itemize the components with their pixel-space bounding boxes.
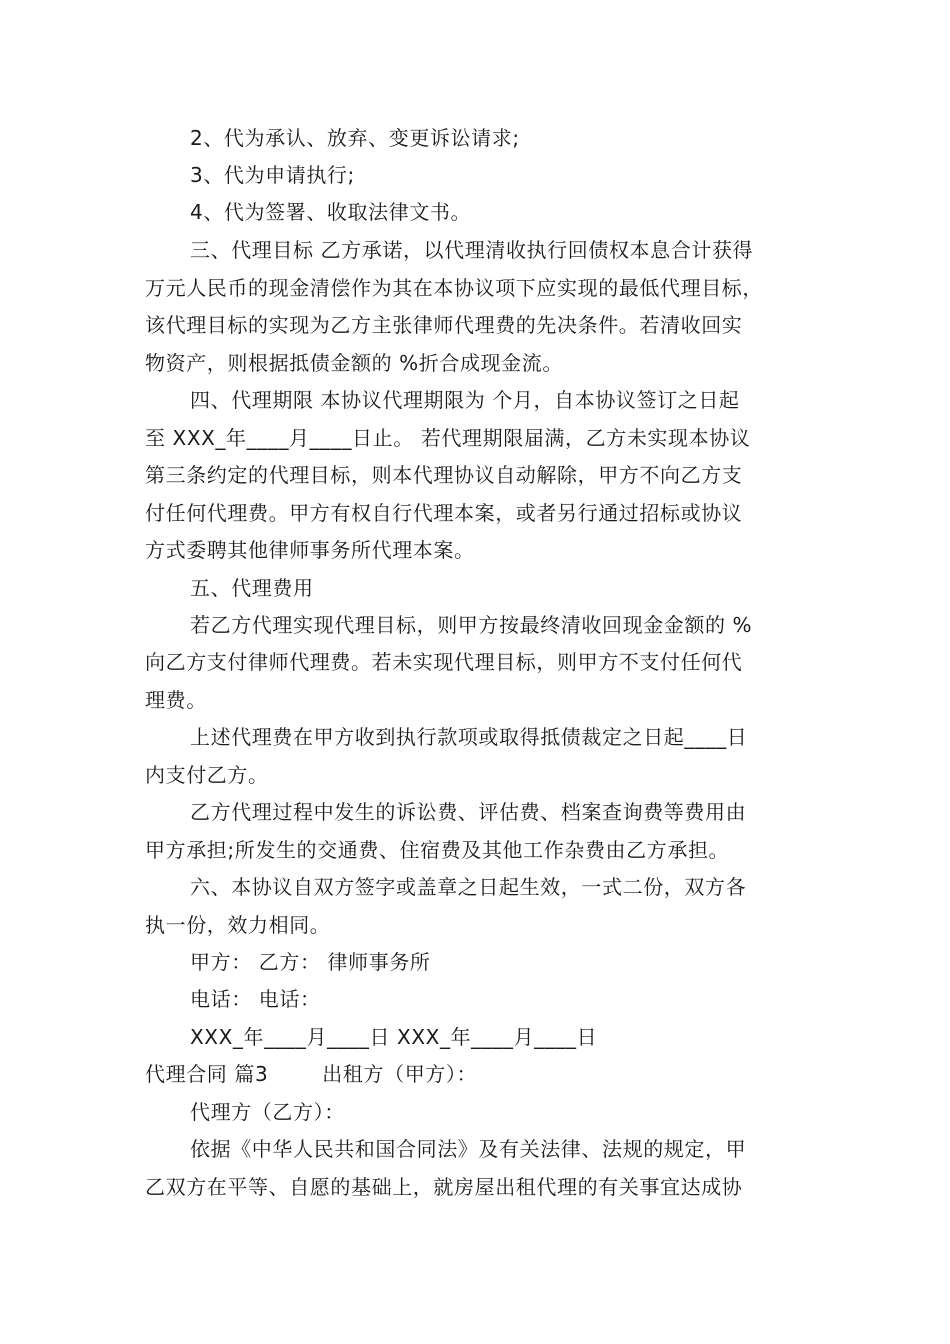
lessor-label: 出租方（甲方）： [322, 1062, 478, 1086]
section-4-line-3: 第三条约定的代理目标，则本代理协议自动解除，甲方不向乙方支 [145, 463, 743, 487]
section-4-line-4: 付任何代理费。甲方有权自行代理本案，或者另行通过招标或协议 [145, 501, 743, 525]
list-item-2: 2、代为承认、放弃、变更诉讼请求; [190, 126, 520, 150]
signature-dates: XXX_年____月____日 XXX_年____月____日 [190, 1025, 598, 1049]
section-3-line-2: 万元人民币的现金清偿作为其在本协议项下应实现的最低代理目标， [145, 276, 763, 300]
section-6-line-2: 执一份，效力相同。 [145, 913, 331, 937]
signature-parties: 甲方： 乙方： 律师事务所 [190, 950, 431, 974]
fee-payment-line-2: 内支付乙方。 [145, 763, 269, 787]
section-6-line-1: 六、本协议自双方签字或盖章之日起生效，一式二份，双方各 [190, 875, 747, 899]
contract-3-heading [145, 1060, 825, 1088]
expenses-line-2: 甲方承担;所发生的交通费、住宿费及其他工作杂费由乙方承担。 [145, 838, 730, 862]
section-5-line-1: 若乙方代理实现代理目标，则甲方按最终清收回现金金额的 % [190, 613, 753, 637]
section-3-line-1: 三、代理目标 乙方承诺，以代理清收执行回债权本息合计获得 [190, 238, 754, 262]
section-4-line-5: 方式委聘其他律师事务所代理本案。 [145, 538, 475, 562]
fee-payment-line-1: 上述代理费在甲方收到执行款项或取得抵债裁定之日起____日 [190, 725, 748, 749]
section-4-line-1: 四、代理期限 本协议代理期限为 个月，自本协议签订之日起 [190, 388, 740, 412]
preamble-line-2: 乙双方在平等、自愿的基础上，就房屋出租代理的有关事宜达成协 [145, 1175, 743, 1199]
section-3-line-4: 物资产，则根据抵债金额的 %折合成现金流。 [145, 351, 563, 375]
section-4-line-2: 至 XXX_年____月____日止。 若代理期限届满，乙方未实现本协议 [145, 426, 751, 450]
preamble-line-1: 依据《中华人民共和国合同法》及有关法律、法规的规定，甲 [190, 1137, 747, 1161]
section-5-line-2: 向乙方支付律师代理费。若未实现代理目标，则甲方不支付任何代 [145, 650, 743, 674]
list-item-3: 3、代为申请执行; [190, 163, 355, 187]
expenses-line-1: 乙方代理过程中发生的诉讼费、评估费、档案查询费等费用由 [190, 800, 747, 824]
list-item-4: 4、代为签署、收取法律文书。 [190, 200, 472, 224]
section-3-line-3: 该代理目标的实现为乙方主张律师代理费的先决条件。若清收回实 [145, 313, 743, 337]
contract-title: 代理合同 篇3 [145, 1062, 269, 1086]
agent-label: 代理方（乙方）： [190, 1100, 345, 1124]
signature-phones: 电话： 电话： [190, 987, 321, 1011]
section-5-line-3: 理费。 [145, 688, 207, 712]
section-5-heading: 五、代理费用 [190, 576, 314, 600]
